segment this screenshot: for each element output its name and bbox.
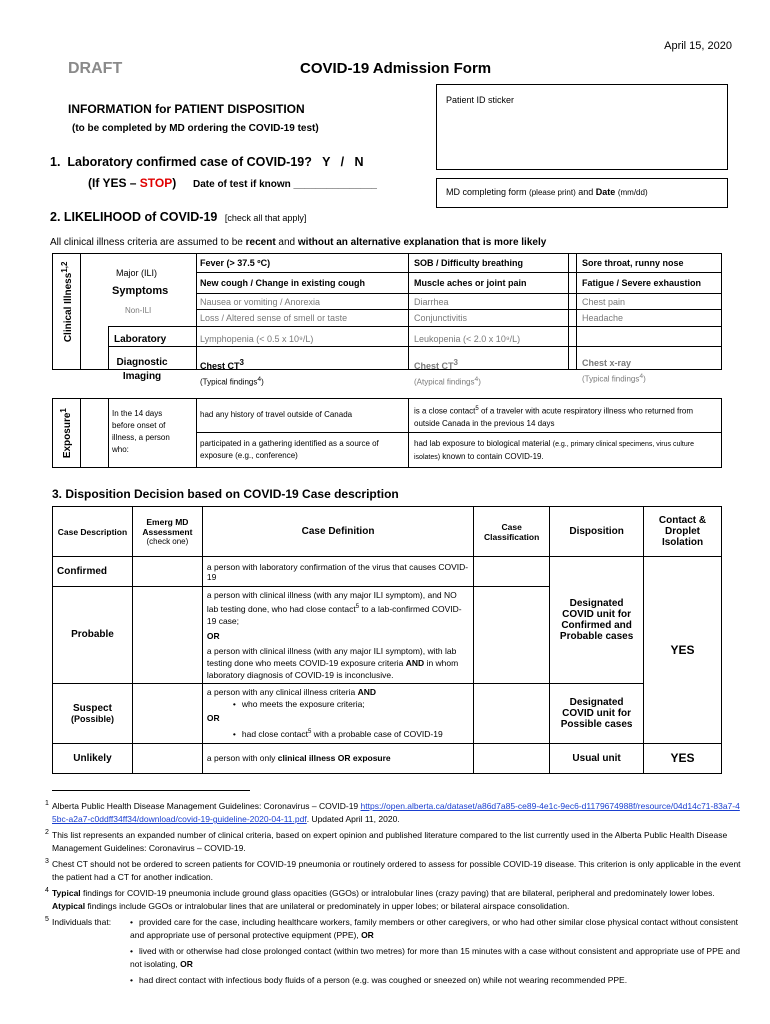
h-def: Case Definition [202, 507, 473, 557]
section2-title [50, 210, 306, 224]
intro-recent: recent [245, 237, 276, 248]
ct2-sub-end: ) [478, 377, 481, 387]
md-completing-box[interactable] [436, 178, 728, 208]
ct1-sub: (Typical findings [200, 377, 258, 387]
prob-def2-a: a person with clinical illness (with any major ILI symptom), with lab testing done who meets COVID-19 exposure criteria [206, 645, 457, 668]
fn1-num: 1 [45, 800, 49, 807]
fn3-num: 3 [45, 858, 49, 865]
susp-b2-b: with a probable case of COVID-19 [311, 729, 443, 740]
info-sub: (to be completed by MD ordering the COVID-19 test) [72, 123, 319, 134]
susp-b2-sup: 5 [308, 729, 312, 736]
section2-check: [check all that apply] [224, 213, 307, 223]
yes-1: YES [644, 557, 722, 744]
fn4-b: findings include GGOs or intralobular lines that are unilateral or predominately in upper lobes; or bilateral airspace consolidation. [85, 901, 570, 911]
fatigue-option[interactable]: Fatigue / Severe exhaustion [582, 278, 702, 288]
footnote-1 [45, 800, 742, 826]
fn1-a: Alberta Public Health Disease Management Guidelines: Coronavirus – COVID-19 [52, 801, 361, 811]
ct2-sub-sup: 4 [474, 376, 479, 383]
unlikely-check[interactable] [132, 743, 202, 773]
exposure-label [59, 403, 73, 463]
conjunctivitis-option[interactable]: Conjunctivitis [414, 313, 468, 323]
cough-option[interactable]: New cough / Change in existing cough [200, 278, 366, 288]
susp-b2 [233, 726, 469, 740]
diag-text: Diagnostic [116, 357, 168, 368]
date-of-test[interactable]: Date of test if known _______________ [193, 179, 377, 190]
laboratory-label: Laboratory [114, 334, 167, 345]
divider [196, 309, 722, 310]
yes-2: YES [644, 743, 722, 773]
nausea-option[interactable]: Nausea or vomiting / Anorexia [200, 297, 321, 307]
section3-title: 3. Disposition Decision based on COVID-19 Case description [52, 487, 399, 501]
exposure-sup: 1 [58, 408, 68, 413]
suspect-class[interactable] [474, 683, 550, 743]
close-b: of a traveler with acute respiratory illness who returned from outside Canada in the previous 14 days [414, 406, 694, 428]
fever-option[interactable]: Fever (> 37.5 ºC) [200, 258, 271, 268]
divider [576, 253, 577, 370]
diarrhea-option[interactable]: Diarrhea [414, 297, 449, 307]
info-heading: INFORMATION for PATIENT DISPOSITION [68, 102, 305, 116]
footnote-5 [45, 916, 742, 987]
aches-option[interactable]: Muscle aches or joint pain [414, 278, 527, 288]
unl-b: clinical illness OR exposure [277, 753, 391, 764]
intro-a: All clinical illness criteria are assumed to be [50, 237, 246, 248]
patient-id-label: Patient ID sticker [446, 95, 515, 105]
h-contact: Contact & Droplet Isolation [644, 507, 722, 557]
form-date: April 15, 2020 [664, 40, 732, 52]
divider [108, 326, 722, 327]
fn4-atypical: Atypical [52, 901, 86, 911]
confirmed-label: Confirmed [53, 557, 133, 587]
lymphopenia-option[interactable]: Lymphopenia (< 0.5 x 10⁹/L) [200, 334, 314, 344]
divider [196, 272, 722, 273]
md-date: Date [595, 187, 616, 197]
leukopenia-option[interactable]: Leukopenia (< 2.0 x 10⁹/L) [414, 334, 521, 344]
h-emerg-text: Emerg MD Assessment [142, 517, 193, 537]
row-unlikely [53, 743, 722, 773]
symptoms-label: Symptoms [112, 285, 169, 297]
fn2-num: 2 [45, 829, 49, 836]
chest-xray-option[interactable] [582, 356, 646, 387]
divider [108, 398, 109, 468]
lab-exposure-option[interactable] [414, 438, 718, 464]
intro-b: and [275, 237, 298, 248]
or-1: OR [206, 630, 220, 641]
fn5-lead: Individuals that: [52, 917, 112, 927]
exposure-label-text: Exposure [62, 412, 74, 459]
chest-pain-option[interactable]: Chest pain [582, 297, 626, 307]
divider [108, 346, 722, 347]
ifyes-b: ) [172, 176, 177, 190]
fn1-b: . Updated April 11, 2020. [306, 814, 400, 824]
section2-intro [50, 237, 546, 248]
ct2-sup: 3 [453, 358, 458, 367]
h-check: (check one) [146, 537, 189, 546]
divider [196, 432, 722, 433]
unlikely-class[interactable] [474, 743, 550, 773]
disposition-table [52, 506, 722, 774]
probable-def [202, 587, 473, 684]
in-the-14-days: In the 14 days before onset of illness, a person who: [112, 409, 170, 454]
fn4-typical: Typical [52, 888, 81, 898]
ct1-sup: 3 [239, 358, 244, 367]
divider [408, 253, 409, 370]
designated-1: Designated COVID unit for Confirmed and Probable cases [550, 557, 644, 684]
ct1-sub-end: ) [261, 377, 264, 387]
chest-ct-atypical-option[interactable] [414, 356, 481, 390]
md-paren2: (mm/dd) [617, 188, 648, 197]
lab-b: known to contain COVID-19. [440, 452, 544, 461]
row-suspect [53, 683, 722, 743]
prob-def1-sup: 5 [355, 604, 360, 610]
clinical-illness-label [59, 261, 75, 343]
h-disp: Disposition [550, 507, 644, 557]
fn4-num: 4 [45, 887, 49, 894]
md-label: MD completing form [446, 187, 527, 197]
prob-and: AND [405, 657, 425, 668]
close-sup: 5 [475, 406, 479, 412]
prob-def1-b: to a lab-confirmed COVID-19 case; [206, 603, 462, 626]
h-case: Case Description [53, 507, 133, 557]
suspect-label [53, 683, 133, 743]
h-emerg [132, 507, 202, 557]
patient-id-box[interactable] [436, 84, 728, 170]
suspect-text: Suspect [73, 702, 112, 714]
fn5-b1 [130, 916, 742, 942]
xray-sub: (Typical findings [582, 374, 640, 384]
divider [568, 253, 569, 370]
page-title: COVID-19 Admission Form [300, 60, 492, 77]
footnote-4 [45, 887, 742, 913]
ct1-label: Chest CT [200, 361, 240, 371]
lab-paren: (e.g., primary clinical specimens, virus culture isolates) [414, 441, 694, 461]
prob-def1-a: a person with clinical illness (with any major ILI symptom), and NO lab testing done, who had close contact [206, 590, 457, 614]
gathering-option[interactable]: participated in a gathering identified as a source of exposure (e.g., conference) [200, 439, 379, 460]
diagnostic-imaging-label [114, 356, 170, 384]
section1-ifyes [88, 176, 176, 190]
close-contact-option[interactable] [414, 403, 718, 430]
clinical-sup: 1,2 [59, 261, 69, 273]
fn2-text: This list represents an expanded number of clinical criteria, based on expert opinion and published literature compared to the list currently used in the Alberta Public Health Disease Management Guidelines: Coronavirus – COVID-19. [52, 830, 728, 853]
stop-text: STOP [139, 176, 173, 190]
lab-a: had lab exposure to biological material [414, 439, 553, 448]
md-and: and [578, 187, 594, 197]
prob-def2-b: in whom laboratory diagnosis of COVID-19 is inconclusive. [206, 657, 459, 680]
confirmed-check[interactable] [132, 557, 202, 587]
usual-unit: Usual unit [550, 743, 644, 773]
fn5-b2-or: OR [180, 959, 193, 969]
chest-ct-typical-option[interactable] [200, 356, 264, 390]
fn1-link[interactable]: https://open.alberta.ca/dataset/a86d7a85-ce89-4e1c-9ec6-d1179674988f/resource/04d14c71-83a7-45bc-a2a7-c0ddff34ff34/download/covid-19-guideline-2020-04-11.pdf [52, 801, 740, 824]
footnote-2 [45, 829, 742, 855]
susp-b2-a: • had close contact [233, 729, 308, 739]
suspect-def [202, 683, 473, 743]
fn5-num: 5 [45, 916, 49, 923]
h-class: Case Classification [474, 507, 550, 557]
fn5-b1-text: • provided care for the case, including healthcare workers, family members or other caregivers, or who had other similar close physical contact without consistent and appropriate use of personal protective equipment (PPE), [130, 917, 738, 940]
section2-title-text: 2. LIKELIHOOD of COVID-19 [50, 210, 218, 224]
clinical-label-text: Clinical Illness [63, 272, 75, 343]
probable-class[interactable] [474, 587, 550, 684]
section1-title: 1. Laboratory confirmed case of COVID-19? Y / N [50, 155, 364, 169]
xray-label: Chest x-ray [582, 358, 632, 368]
footnote-rule [52, 790, 250, 791]
md-paren1: (please print) [529, 188, 576, 197]
or-2: OR [206, 713, 220, 724]
fn5-b2 [130, 945, 742, 971]
ct2-label: Chest CT [414, 361, 454, 371]
divider [196, 293, 722, 294]
ct1-sub-sup: 4 [257, 376, 262, 383]
non-ili: Non-ILI [125, 306, 152, 315]
divider [108, 326, 109, 370]
fn5-b1-or: OR [361, 930, 374, 940]
major-ili: Major (ILI) [116, 268, 158, 278]
close-a: is a close contact [414, 406, 476, 416]
divider [408, 398, 409, 468]
sob-option[interactable]: SOB / Difficulty breathing [414, 258, 524, 268]
divider [196, 398, 197, 468]
divider [80, 398, 81, 468]
xray-sub-end: ) [643, 374, 646, 384]
xray-sub-sup: 4 [639, 373, 644, 380]
suspect-check[interactable] [132, 683, 202, 743]
headache-option[interactable]: Headache [582, 313, 624, 323]
unlikely-def [202, 743, 473, 773]
fn3-text: Chest CT should not be ordered to screen patients for COVID-19 pneumonia or routinely ordered to assess for possible COVID-19 disease. This criterion is only applicable in the event the patient had a CT for another indication. [52, 859, 741, 882]
divider [80, 253, 81, 370]
confirmed-class[interactable] [474, 557, 550, 587]
travel-option[interactable]: had any history of travel outside of Canada [200, 410, 353, 419]
probable-label: Probable [53, 587, 133, 684]
ifyes-a: (If YES – [88, 176, 140, 190]
ct2-sub: (Atypical findings [414, 377, 475, 387]
intro-c: without an alternative explanation that is more likely [297, 237, 547, 248]
sore-throat-option[interactable]: Sore throat, runny nose [582, 258, 684, 268]
divider [196, 253, 197, 370]
fn4-a: findings for COVID-19 pneumonia include ground glass opacities (GGOs) or intralobular lines (crazy paving) that are bilateral, peripheral and predominately lower lobes. [80, 888, 715, 898]
susp-a: a person with any clinical illness criteria [206, 687, 358, 698]
confirmed-def: a person with laboratory confirmation of the virus that causes COVID-19 [202, 557, 473, 587]
possible-text: (Possible) [70, 713, 114, 724]
draft-label: DRAFT [68, 60, 123, 77]
unl-a: a person with only [206, 753, 278, 764]
probable-check[interactable] [132, 587, 202, 684]
susp-and: AND [357, 687, 376, 698]
smell-option[interactable]: Loss / Altered sense of smell or taste [200, 313, 348, 323]
footnote-3 [45, 858, 742, 884]
fn5-b2-text: • lived with or otherwise had close prolonged contact (within two metres) for more than 15 minutes with a case without consistent and appropriate use of PPE and not isolating, [130, 946, 740, 969]
imaging-text: Imaging [122, 371, 162, 382]
header-row [53, 507, 722, 557]
designated-2: Designated COVID unit for Possible cases [550, 683, 644, 743]
fn5-b3: • had direct contact with infectious body fluids of a person (e.g. was coughed or sneezed on) while not wearing recommended PPE. [130, 974, 742, 987]
row-confirmed [53, 557, 722, 587]
susp-b1: • who meets the exposure criteria; [233, 698, 469, 710]
unlikely-label: Unlikely [53, 743, 133, 773]
